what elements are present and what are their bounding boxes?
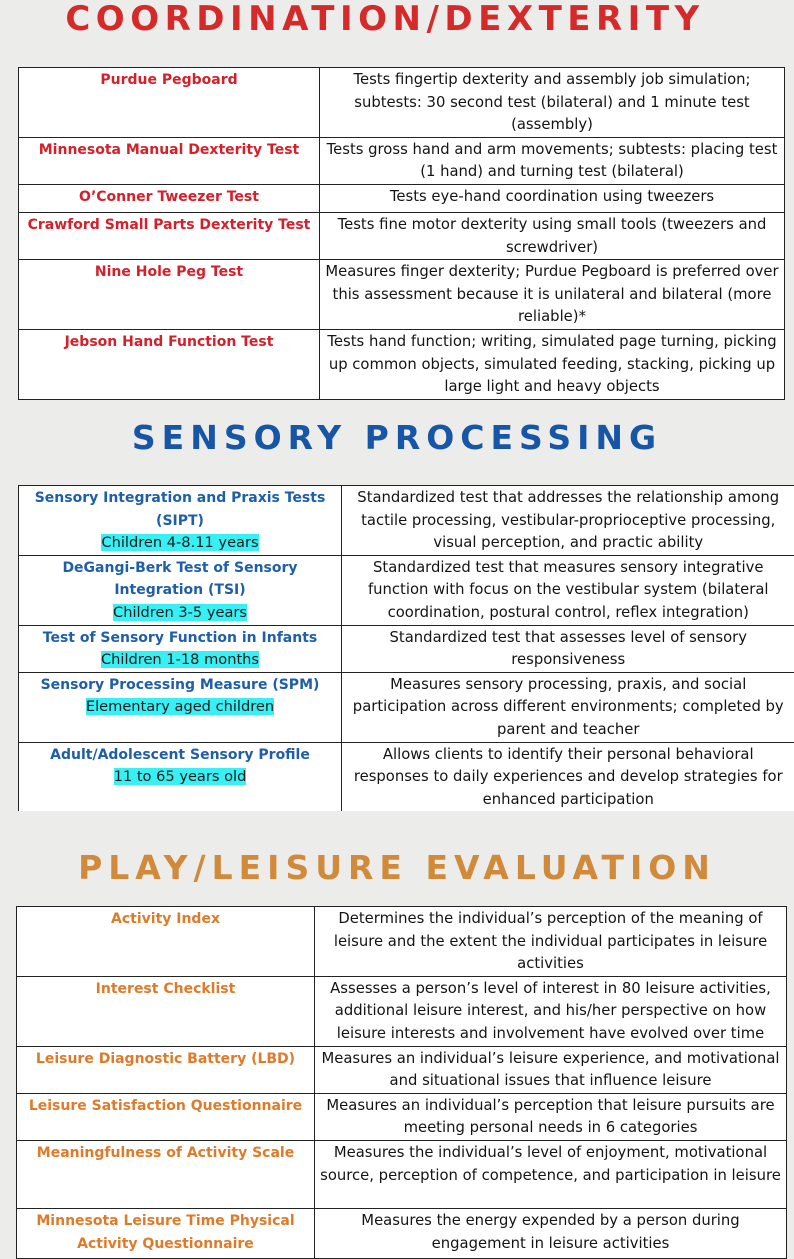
assessment-name: DeGangi-Berk Test of Sensory Integration (TSI) (62, 560, 297, 599)
assessment-name: Minnesota Manual Dexterity Test (19, 137, 320, 184)
assessment-name: Interest Checklist (17, 976, 315, 1046)
age-range-highlight: 11 to 65 years old (114, 768, 247, 785)
assessment-description: Standardized test that assesses level of sensory responsiveness (342, 625, 794, 672)
assessment-name: Sensory Integration and Praxis Tests (SIPT) (35, 490, 326, 529)
table-row (17, 1208, 787, 1258)
table-row (19, 68, 785, 138)
assessment-description: Standardized test that addresses the relationship among tactile processing, vestibular-proprioceptive processing, visual perception, and practic ability (342, 486, 794, 556)
assessment-name: Meaningfulness of Activity Scale (17, 1140, 315, 1208)
play-leisure-section-title: PLAY/LEISURE EVALUATION (0, 851, 794, 884)
assessment-description: Standardized test that measures sensory integrative function with focus on the vestibular system (bilateral coordination, postural control, reflex integration) (342, 555, 794, 625)
table-row (19, 672, 794, 742)
assessment-description: Tests fingertip dexterity and assembly job simulation; subtests: 30 second test (bilateral) and 1 minute test (assembly) (320, 68, 785, 138)
assessment-description: Tests hand function; writing, simulated page turning, picking up common objects, simulated feeding, stacking, picking up large light and heavy objects (320, 329, 785, 399)
assessment-name: Sensory Processing Measure (SPM) (41, 677, 320, 693)
assessment-description: Allows clients to identify their personal behavioral responses to daily experiences and develop strategies for enhanced participation (342, 742, 794, 811)
assessment-description: Measures sensory processing, praxis, and social participation across different environments; completed by parent and teacher (342, 672, 794, 742)
assessment-cell (19, 742, 342, 811)
assessment-name: Activity Index (17, 907, 315, 977)
table-row (19, 184, 785, 212)
table-row (19, 329, 785, 399)
table-row (19, 260, 785, 330)
assessment-name: Nine Hole Peg Test (19, 260, 320, 330)
assessment-description: Tests eye-hand coordination using tweezers (320, 184, 785, 212)
table-row (19, 625, 794, 672)
sensory-table (18, 485, 794, 811)
assessment-description: Tests fine motor dexterity using small tools (tweezers and screwdriver) (320, 212, 785, 259)
age-range-highlight: Children 1-18 months (101, 651, 259, 668)
table-row (19, 137, 785, 184)
assessment-description: Measures an individual’s leisure experience, and motivational and situational issues that influence leisure (315, 1046, 787, 1093)
table-row (17, 1093, 787, 1140)
assessment-name: Jebson Hand Function Test (19, 329, 320, 399)
play-leisure-table (16, 906, 787, 1259)
table-row (17, 976, 787, 1046)
table-row (17, 1046, 787, 1093)
table-row (19, 212, 785, 259)
coordination-section-title: COORDINATION/DEXTERITY (0, 2, 782, 36)
table-row (19, 742, 794, 811)
table-row (17, 907, 787, 977)
assessment-name: O’Conner Tweezer Test (19, 184, 320, 212)
assessment-description: Tests gross hand and arm movements; subtests: placing test (1 hand) and turning test (bilateral) (320, 137, 785, 184)
assessment-name: Test of Sensory Function in Infants (43, 630, 317, 646)
age-range-highlight: Children 4-8.11 years (101, 534, 258, 551)
sensory-section-title: SENSORY PROCESSING (0, 421, 794, 454)
assessment-cell (19, 555, 342, 625)
assessment-name: Adult/Adolescent Sensory Profile (50, 747, 310, 763)
table-row (19, 486, 794, 556)
assessment-description: Determines the individual’s perception of the meaning of leisure and the extent the individual participates in leisure activities (315, 907, 787, 977)
assessment-description: Measures the individual’s level of enjoyment, motivational source, perception of competence, and participation in leisure (315, 1140, 787, 1208)
assessment-cell (19, 672, 342, 742)
assessment-cell (19, 486, 342, 556)
assessment-name: Purdue Pegboard (19, 68, 320, 138)
assessment-description: Measures finger dexterity; Purdue Pegboard is preferred over this assessment because it is unilateral and bilateral (more reliable)* (320, 260, 785, 330)
assessment-description: Measures the energy expended by a person during engagement in leisure activities (315, 1208, 787, 1258)
assessment-name: Minnesota Leisure Time Physical Activity Questionnaire (17, 1208, 315, 1258)
age-range-highlight: Children 3-5 years (113, 604, 247, 621)
assessment-name: Crawford Small Parts Dexterity Test (19, 212, 320, 259)
table-row (19, 555, 794, 625)
assessment-description: Assesses a person’s level of interest in 80 leisure activities, additional leisure interest, and his/her perspective on how leisure interests and involvement have evolved over time (315, 976, 787, 1046)
age-range-highlight: Elementary aged children (86, 698, 274, 715)
assessment-name: Leisure Satisfaction Questionnaire (17, 1093, 315, 1140)
assessment-name: Leisure Diagnostic Battery (LBD) (17, 1046, 315, 1093)
assessment-cell (19, 625, 342, 672)
assessment-description: Measures an individual’s perception that leisure pursuits are meeting personal needs in 6 categories (315, 1093, 787, 1140)
table-row (17, 1140, 787, 1208)
coordination-table (18, 67, 785, 400)
